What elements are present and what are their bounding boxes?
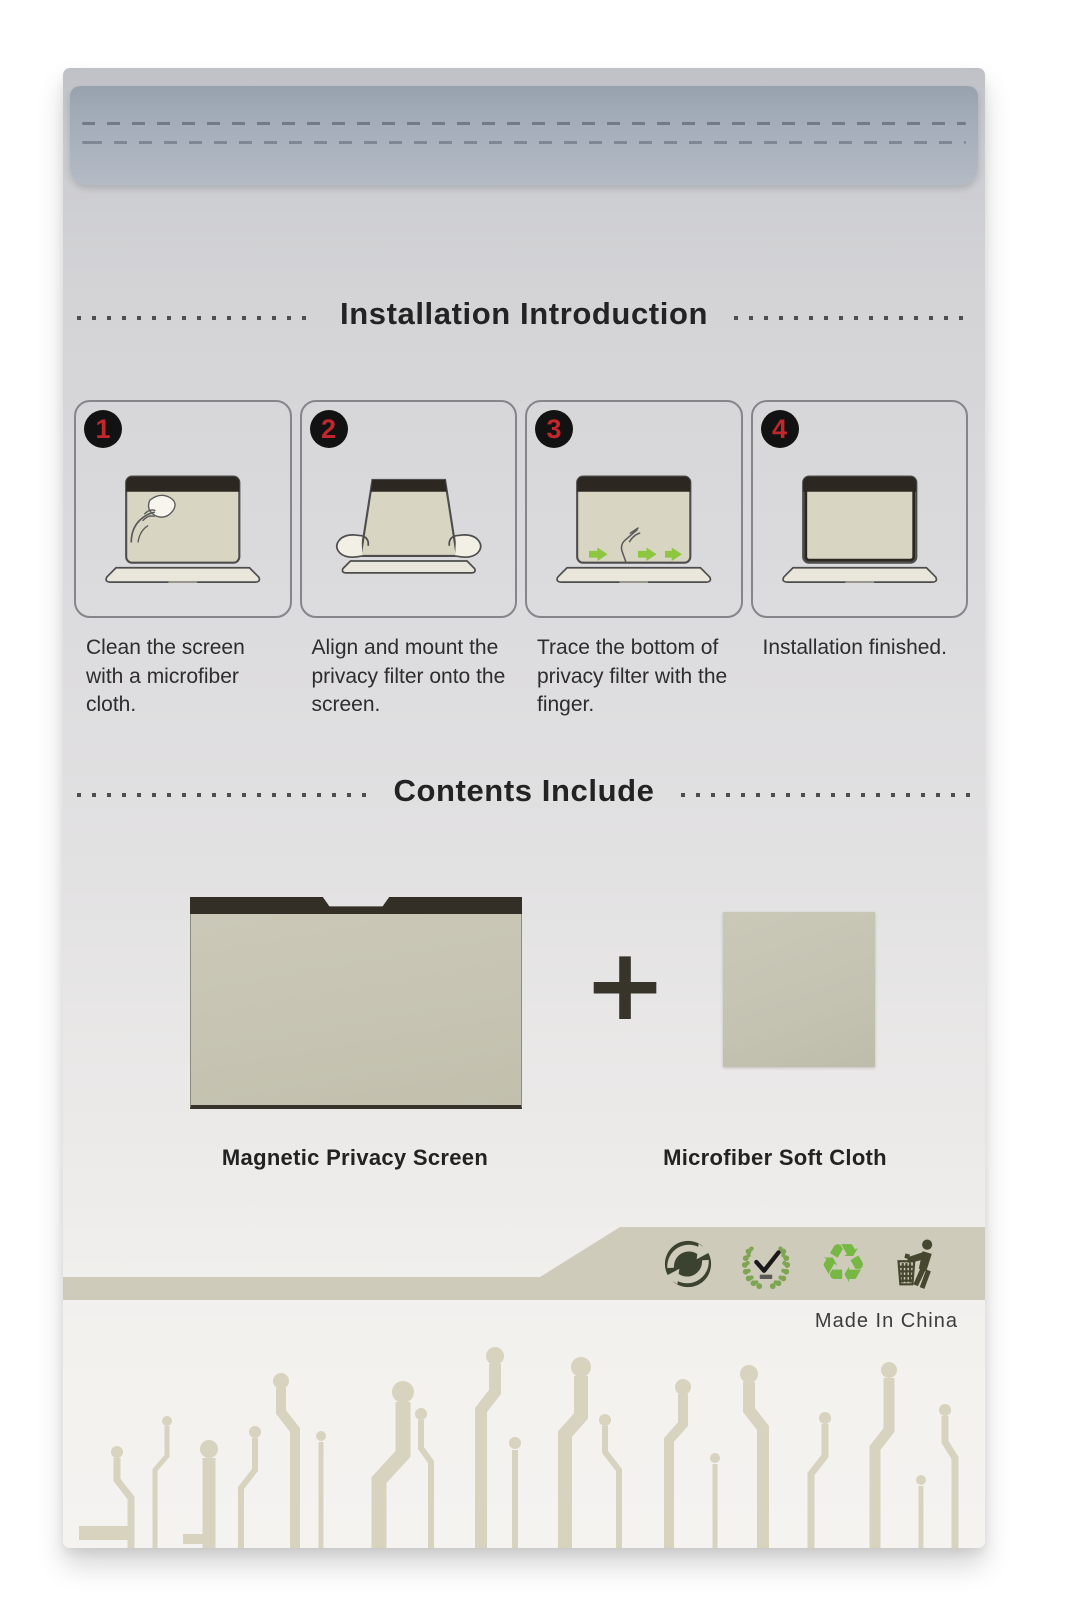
step-2-panel	[300, 400, 518, 618]
installation-title: Installation Introduction	[339, 296, 709, 331]
green-dot-icon	[663, 1239, 713, 1289]
step-1-panel	[74, 400, 292, 618]
cloth-label: Microfiber Soft Cloth	[663, 1145, 887, 1170]
dotted-divider-left	[77, 316, 314, 320]
step-3-badge	[535, 410, 573, 448]
plastic-bag-flap	[70, 86, 978, 185]
zip-seal-line	[82, 122, 966, 125]
dotted-divider-right	[681, 793, 971, 797]
installation-title-row	[77, 296, 971, 332]
made-in-china-label: Made In China	[814, 1310, 958, 1332]
circuit-pattern	[63, 1330, 985, 1548]
step-3-number: 3	[546, 413, 562, 444]
mount-filter-illustration	[308, 458, 510, 610]
contents-title-row	[77, 773, 971, 809]
installation-finished-illustration	[759, 458, 961, 610]
zip-seal-line	[82, 141, 966, 144]
step-2-caption: Align and mount the privacy filter onto the screen.	[311, 636, 506, 717]
step-4-badge	[761, 410, 799, 448]
step-4-panel	[751, 400, 969, 618]
step-3-panel	[525, 400, 743, 618]
step-3-caption: Trace the bottom of privacy filter with the finger.	[537, 636, 728, 717]
clean-screen-illustration	[82, 458, 284, 610]
recycling-icon: ♻	[819, 1232, 868, 1295]
dotted-divider-left	[77, 793, 367, 797]
step-captions-row	[74, 634, 968, 720]
step-1-badge	[84, 410, 122, 448]
contents-title: Contents Include	[393, 773, 655, 808]
installation-steps-row	[74, 400, 968, 618]
plus-sign: +	[583, 926, 667, 1043]
step-1-caption: Clean the screen with a microfiber cloth.	[86, 636, 245, 717]
step-2-badge	[310, 410, 348, 448]
dotted-divider-right	[734, 316, 971, 320]
trace-bottom-illustration	[533, 458, 735, 610]
eco-icons-row	[663, 1232, 941, 1295]
step-4-caption: Installation finished.	[762, 636, 947, 659]
quality-wreath-icon	[739, 1236, 793, 1292]
privacy-screen-label: Magnetic Privacy Screen	[221, 1145, 489, 1170]
step-2-number: 2	[320, 413, 337, 444]
privacy-screen-top-tab	[190, 897, 522, 914]
privacy-screen-illustration	[190, 913, 522, 1109]
package-back-panel	[63, 68, 985, 1548]
tidyman-icon	[893, 1236, 941, 1292]
microfiber-cloth-illustration	[723, 912, 875, 1067]
step-1-number: 1	[95, 413, 111, 444]
step-4-number: 4	[771, 413, 788, 444]
